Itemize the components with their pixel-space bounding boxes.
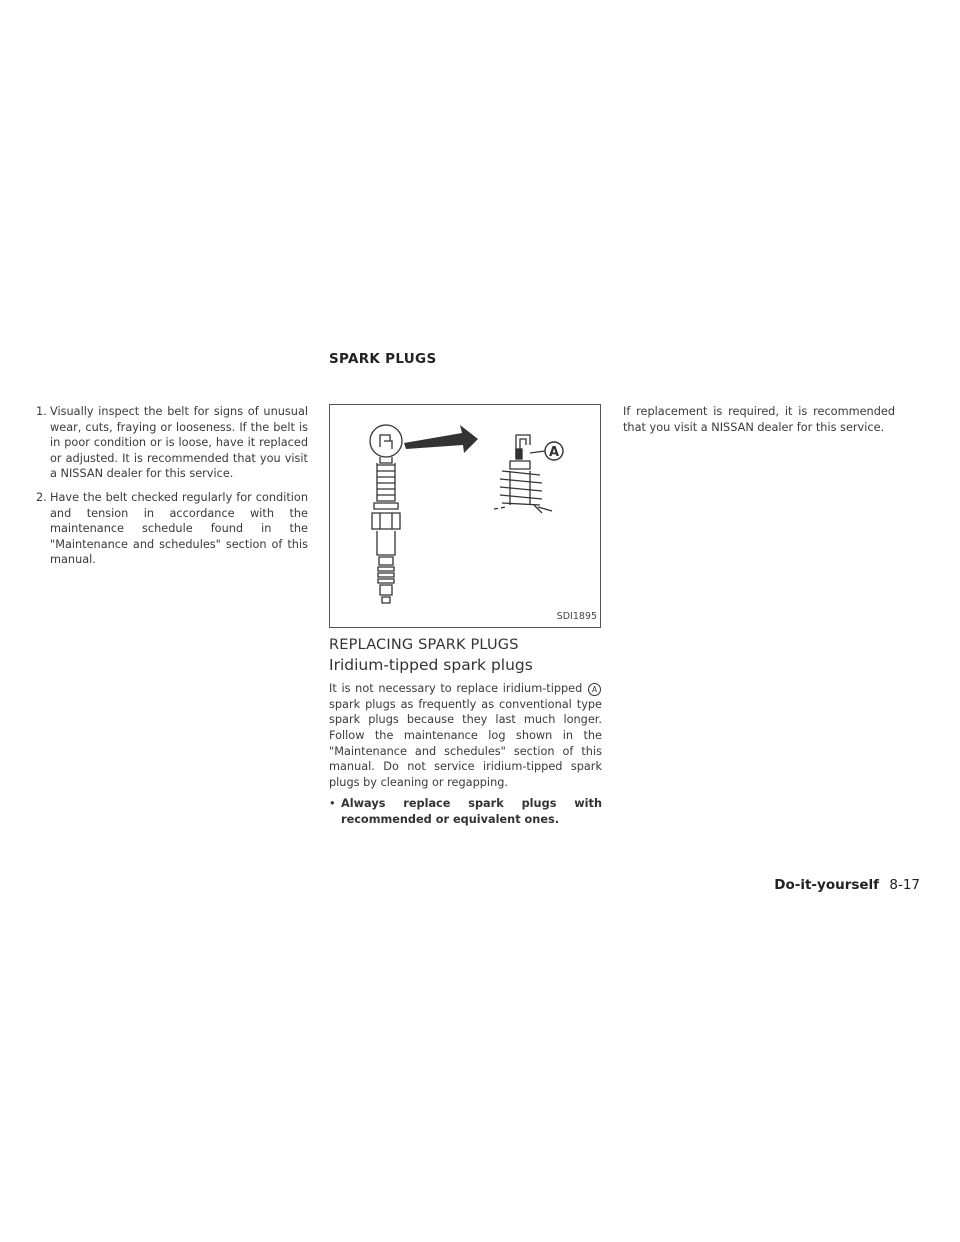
body-paragraph — [329, 681, 602, 790]
section-title: SPARK PLUGS — [329, 351, 437, 367]
right-paragraph: If replacement is required, it is recommended that you visit a NISSAN dealer for this service. — [623, 405, 895, 434]
list-text: Visually inspect the belt for signs of unusual wear, cuts, fraying or looseness. If the belt is in poor condition or is loose, have it replaced or adjusted. It is recommended that you visit a NISSAN dealer for this service. — [50, 405, 308, 481]
list-number: 2. — [36, 490, 47, 504]
right-column — [623, 404, 895, 435]
footer-page-number: 8-17 — [889, 877, 920, 893]
callout-a-marker: A — [588, 683, 601, 696]
footer-section: Do-it-yourself — [774, 877, 880, 893]
list-text: Have the belt checked regularly for condition and tension in accordance with the maintenance schedule found in the "Maintenance and schedules" section of this manual. — [50, 490, 308, 567]
list-number: 1. — [36, 405, 47, 418]
spark-plug-figure — [329, 404, 601, 628]
iridium-tip-detail — [494, 435, 552, 513]
body-text-after: spark plugs as frequently as conventional type spark plugs because they last much longer. Follow the maintenance log shown in the "Maintenance and schedules" section of this manual. Do not service iridium-tipped spark plugs by cleaning or regapping. — [329, 697, 602, 789]
subsubheading: Iridium-tipped spark plugs — [329, 655, 533, 674]
list-item — [36, 404, 308, 482]
figure-code: SDI1895 — [556, 611, 597, 623]
subheading: REPLACING SPARK PLUGS — [329, 637, 519, 653]
list-item — [36, 490, 308, 568]
warning-bullet — [329, 796, 602, 827]
bullet-text: Always replace spark plugs with recommended or equivalent ones. — [341, 797, 602, 826]
bullet-dot: • — [329, 797, 336, 811]
body-text-before: It is not necessary to replace iridium-tipped — [329, 682, 583, 696]
left-column — [36, 404, 308, 576]
middle-column — [329, 404, 602, 828]
callout-label: A — [548, 445, 560, 460]
arrow-right-icon — [404, 425, 478, 453]
page-footer — [774, 877, 920, 893]
spark-plug-illustration — [330, 405, 602, 629]
